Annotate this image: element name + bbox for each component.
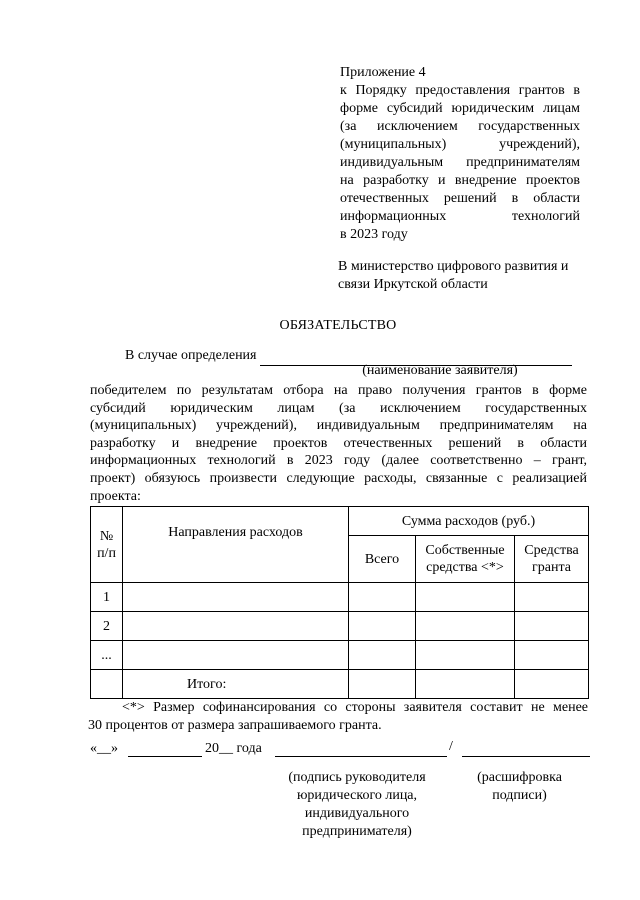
table-cell[interactable] <box>123 583 349 612</box>
signature-row <box>90 741 590 761</box>
appendix-line: информационных технологий <box>340 209 580 224</box>
table-cell[interactable] <box>416 670 515 699</box>
table-cell[interactable] <box>416 612 515 641</box>
signature-caption <box>272 769 442 841</box>
decoding-line[interactable] <box>462 756 590 757</box>
appendix-line: форме субсидий юридическим лицам <box>340 101 580 116</box>
document-title: ОБЯЗАТЕЛЬСТВО <box>279 318 397 333</box>
table-cell[interactable] <box>515 612 589 641</box>
total-label: Итого: <box>123 670 349 699</box>
footnote-line: <*> Размер софинансирования со стороны заявителя составит не менее <box>122 700 588 715</box>
table-cell <box>91 670 123 699</box>
table-row <box>91 641 589 670</box>
appendix-line: отечественных решений в области <box>340 191 580 206</box>
row-number: 2 <box>91 612 123 641</box>
row-number: 1 <box>91 583 123 612</box>
paragraph-line: (муниципальных) учреждений), индивидуальным предпринимателям на <box>90 418 587 434</box>
footnote-line: 30 процентов от размера запрашиваемого гранта. <box>88 718 382 733</box>
signature-line[interactable] <box>275 756 447 757</box>
paragraph-line: информационных технологий в 2023 году (далее соответственно – грант, <box>90 453 587 469</box>
appendix-line: на разработку и внедрение проектов <box>340 173 580 188</box>
table-cell[interactable] <box>123 612 349 641</box>
decoding-caption-line: (расшифровка <box>477 770 562 785</box>
table-cell[interactable] <box>515 641 589 670</box>
table-row <box>91 583 589 612</box>
appendix-line: (муниципальных) учреждений), <box>340 137 580 152</box>
applicant-caption: (наименование заявителя) <box>362 363 518 378</box>
addressee-line: связи Иркутской области <box>338 277 488 292</box>
table-cell[interactable] <box>416 583 515 612</box>
decoding-caption <box>462 769 577 805</box>
table-cell[interactable] <box>515 670 589 699</box>
table-cell[interactable] <box>349 670 416 699</box>
table-total-row <box>91 670 589 699</box>
column-header-number <box>91 507 123 583</box>
column-header-grant-funds: Средства гранта <box>515 536 589 583</box>
paragraph-line: проекта: <box>90 488 141 504</box>
date-month-line[interactable] <box>128 756 202 757</box>
paragraph-line: субсидий юридическим лицам (за исключением государственных <box>90 400 587 416</box>
column-header-own-funds: Собственные средства <*> <box>416 536 515 583</box>
signature-caption-line: (подпись руководителя <box>288 770 426 785</box>
appendix-line: индивидуальным предпринимателям <box>340 155 580 170</box>
signature-caption-line: юридического лица, <box>296 788 418 803</box>
decoding-caption-line: подписи) <box>492 788 547 803</box>
column-header-direction: Направления расходов <box>123 507 349 583</box>
date-day-field[interactable]: «__» <box>90 741 118 756</box>
table-cell[interactable] <box>416 641 515 670</box>
table-cell[interactable] <box>123 641 349 670</box>
appendix-line: Приложение 4 <box>340 65 426 80</box>
paragraph-line: проект) обязуюсь произвести следующие расходы, связанные с реализацией <box>90 470 587 486</box>
table-cell[interactable] <box>349 583 416 612</box>
addressee-line: В министерство цифрового развития и <box>338 259 569 274</box>
appendix-line: к Порядку предоставления грантов в <box>340 83 580 98</box>
signature-caption-line: предпринимателя) <box>302 824 412 839</box>
date-year-text[interactable]: 20__ года <box>205 741 262 756</box>
slash-separator: / <box>449 739 453 754</box>
table-row <box>91 612 589 641</box>
obligation-paragraph <box>90 382 587 505</box>
table-cell[interactable] <box>515 583 589 612</box>
appendix-header <box>340 64 580 244</box>
table-cell[interactable] <box>349 612 416 641</box>
paragraph-line: победителем по результатам отбора на право получения грантов в форме <box>90 383 587 398</box>
intro-prefix: В случае определения <box>125 348 257 363</box>
addressee <box>338 258 588 294</box>
footnote <box>88 699 588 735</box>
paragraph-line: разработку и внедрение проектов отечественных решений в области <box>90 435 587 451</box>
row-number: ... <box>91 641 123 670</box>
appendix-line: в 2023 году <box>340 227 408 242</box>
column-header-total: Всего <box>349 536 416 583</box>
column-header-sum-group: Сумма расходов (руб.) <box>349 507 589 536</box>
signature-caption-line: индивидуального <box>304 806 410 821</box>
column-header-number-text: № п/п <box>97 528 116 561</box>
appendix-line: (за исключением государственных <box>340 119 580 134</box>
expenses-table <box>90 506 589 699</box>
table-cell[interactable] <box>349 641 416 670</box>
